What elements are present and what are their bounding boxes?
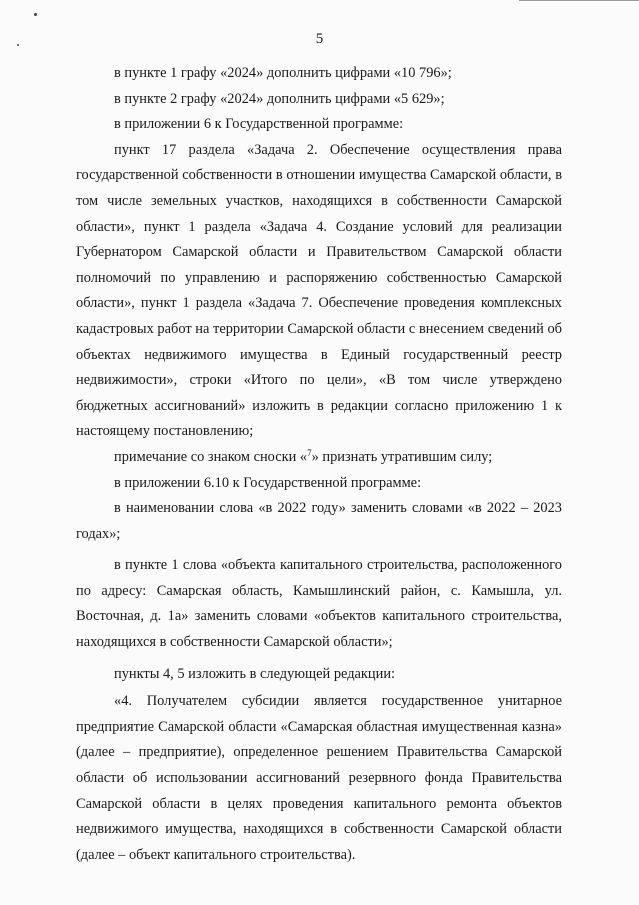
paragraph-footnote-note (76, 445, 562, 471)
paragraph-3: в приложении 6 к Государственной программе: (114, 116, 404, 133)
footnote-note-after: » признать утратившим силу; (311, 448, 493, 465)
footnote-marker: 7 (307, 447, 312, 458)
paragraph-10: «4. Получателем субсидии является государственное унитарное предприятие Самарской области «Самарская областная имущественная казна» (далее – предприятие), определенное решением Правительства Самарской области об использовании ассигнований резервного фонда Правительства Самарской области в целях проведения капитального ремонта объектов недвижимого имущества, находящихся в собственности Самарской области (далее – объект капитального строительства). (76, 693, 562, 863)
scan-artifact-line (519, 0, 639, 4)
paragraph-8: в пункте 1 слова «объекта капитального строительства, расположенного по адресу: Самарская область, Камышлинский район, с. Камышла, ул. Восточная, д. 1а» заменить словами «объектов капитального строительства, находящихся в собственности Самарской области»; (76, 557, 562, 651)
paragraph-1: в пункте 1 графу «2024» дополнить цифрами «10 796»; (114, 65, 452, 81)
paragraph-7: в наименовании слова «в 2022 году» заменить словами «в 2022 – 2023 годах»; (76, 500, 562, 542)
document-body (76, 61, 562, 868)
page-number: 5 (315, 31, 324, 47)
paragraph-2: в пункте 2 графу «2024» дополнить цифрами «5 629»; (114, 90, 445, 107)
paragraph-4: пункт 17 раздела «Задача 2. Обеспечение осуществления права государственной собственности в отношении имущества Самарской области, в том числе земельных участков, находящихся в собственности Самарской области», пункт 1 раздела «Задача 4. Создание условий для реализации Губернатором Самарской области и Правительством Самарской области полномочий по управлению и распоряжению собственностью Самарской области», пункт 1 раздела «Задача 7. Обеспечение проведения комплексных кадастровых работ на территории Самарской области с внесением сведений об объектах недвижимого имущества в Единый государственный реестр недвижимости», строки «Итого по цели», «В том числе утверждено бюджетных ассигнований» изложить в редакции согласно приложению 1 к настоящему постановлению; (76, 141, 562, 440)
paragraph-9: пункты 4, 5 изложить в следующей редакции: (114, 665, 396, 682)
scan-artifact-dot (34, 13, 37, 16)
footnote-note-before: примечание со знаком сноски « (114, 448, 308, 465)
paragraph-6: в приложении 6.10 к Государственной программе: (114, 474, 422, 491)
